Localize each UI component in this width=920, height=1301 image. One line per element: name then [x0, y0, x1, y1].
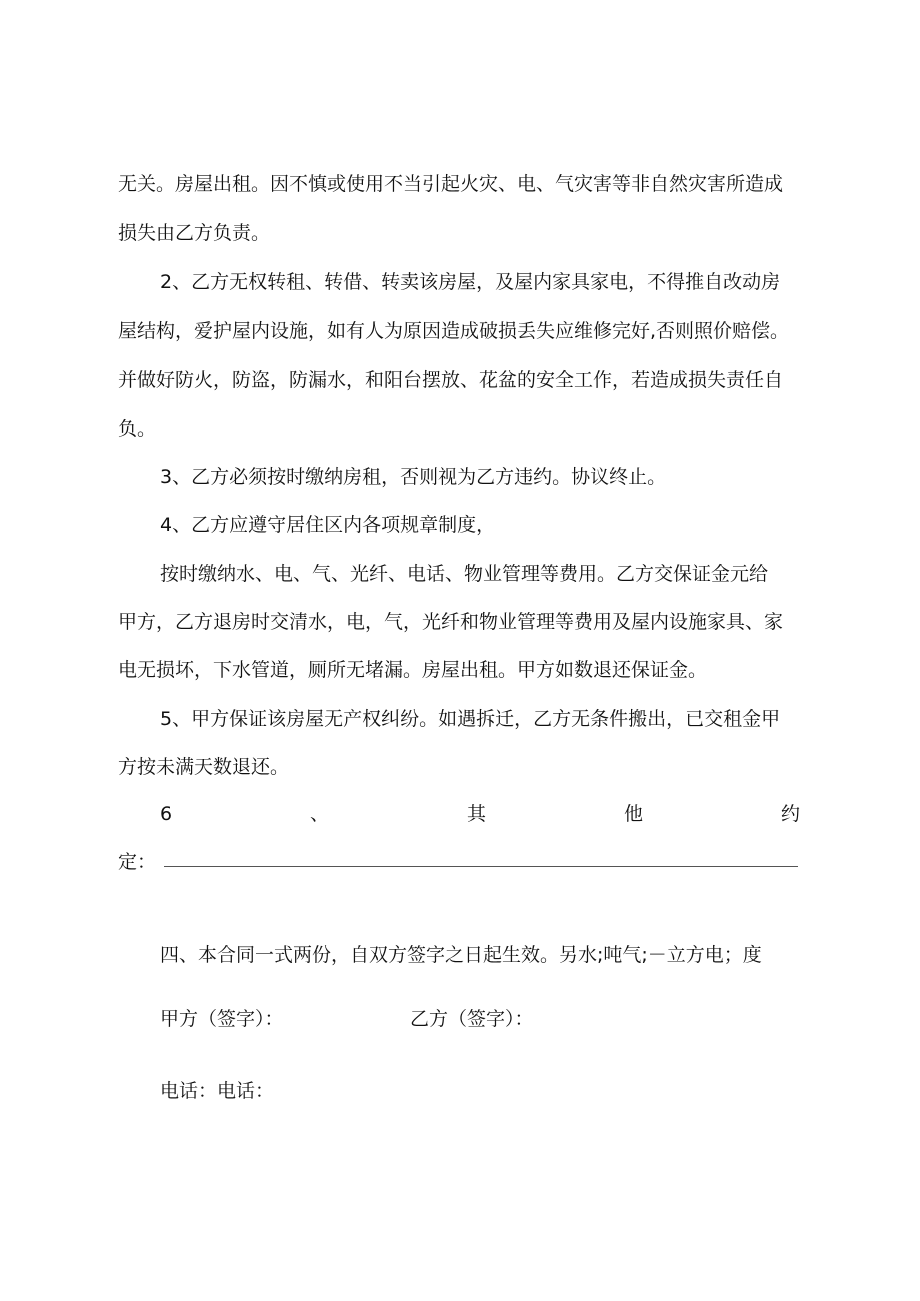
clause-3-line: 3、乙方必须按时缴纳房租，否则视为乙方违约。协议终止。	[160, 466, 667, 488]
clause-2-line: 并做好防火，防盗，防漏水，和阳台摆放、花盆的安全工作，若造成损失责任自	[118, 369, 784, 391]
clause-5-line: 5、甲方保证该房屋无产权纠纷。如遇拆迁，乙方无条件搬出，已交租金甲	[160, 708, 781, 730]
clause-6-label: 定：	[118, 851, 157, 873]
phone-label: 电话：电话：	[160, 1080, 275, 1102]
clause-2-line: 2、乙方无权转租、转借、转卖该房屋，及屋内家具家电，不得推自改动房	[160, 271, 781, 293]
clause-4-line: 甲方，乙方退房时交清水，电，气，光纤和物业管理等费用及屋内设施家具、家	[118, 611, 784, 633]
party-b-signature-label: 乙方（签字）：	[410, 1008, 534, 1030]
clause-5-line: 方按未满天数退还。	[118, 756, 290, 778]
paragraph-line: 无关。房屋出租。因不慎或使用不当引起火灾、电、气灾害等非自然灾害所造成	[118, 173, 784, 195]
clause-6-char: 他	[623, 803, 643, 825]
clause-2-line: 负。	[118, 418, 157, 440]
clause-6-char: 、	[310, 803, 330, 825]
clause-4-line: 按时缴纳水、电、气、光纤、电话、物业管理等费用。乙方交保证金元给	[160, 563, 769, 585]
clause-6-char: 6	[160, 803, 173, 825]
clause-4-line: 电无损坏，下水管道，厕所无堵漏。房屋出租。甲方如数退还保证金。	[118, 659, 708, 681]
party-a-signature-label: 甲方（签字）：	[160, 1008, 284, 1030]
paragraph-line: 损失由乙方负责。	[118, 222, 271, 244]
section-4-text: 四、本合同一式两份，自双方签字之日起生效。另水;吨气;－立方电；度	[160, 944, 762, 966]
clause-6-char: 其	[467, 803, 487, 825]
clause-2-line: 屋结构，爱护屋内设施，如有人为原因造成破损丢失应维修完好,否则照价赔偿。	[118, 320, 790, 342]
clause-6-heading	[120, 802, 800, 826]
clause-4-line: 4、乙方应遵守居住区内各项规章制度，	[160, 514, 496, 536]
clause-6-char: 约	[780, 803, 800, 825]
other-terms-blank-line	[164, 866, 798, 867]
